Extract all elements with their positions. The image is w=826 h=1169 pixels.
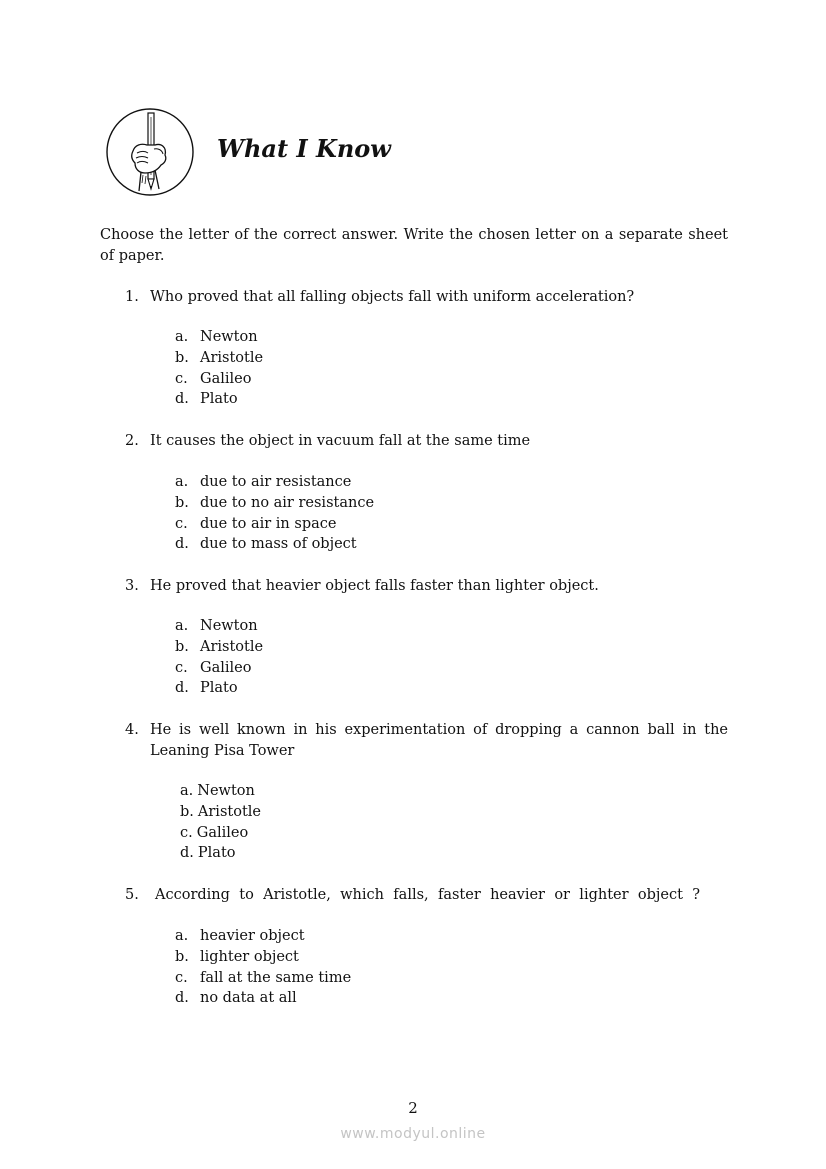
options-4 xyxy=(180,781,261,864)
option-d: d. no data at all xyxy=(175,990,297,1007)
hand-with-pencil-icon xyxy=(105,107,195,197)
question-text: According to Aristotle, which falls, faster heavier or lighter object ? xyxy=(155,887,700,903)
option-a: a. Newton xyxy=(180,783,255,799)
question-1 xyxy=(125,287,728,308)
question-4 xyxy=(125,720,728,761)
question-text: He proved that heavier object falls faster than lighter object. xyxy=(150,578,599,594)
question-text: He is well known in his experimentation of dropping a cannon ball in the Leaning Pisa Tower xyxy=(150,722,728,759)
option-b: b. Aristotle xyxy=(175,638,264,655)
question-3 xyxy=(125,576,728,597)
option-d: d. Plato xyxy=(175,391,238,408)
question-number: 5. xyxy=(125,887,139,903)
option-c: c. due to air in space xyxy=(175,515,337,532)
option-d: d. Plato xyxy=(175,680,238,697)
option-c: c. fall at the same time xyxy=(175,969,352,986)
question-number: 4. xyxy=(125,722,139,738)
options-2 xyxy=(175,472,374,555)
question-2 xyxy=(125,431,728,452)
option-a: a. due to air resistance xyxy=(175,474,352,490)
question-number: 3. xyxy=(125,578,139,594)
question-number: 2. xyxy=(125,433,139,449)
page-number: 2 xyxy=(408,1099,418,1117)
option-c: c. Galileo xyxy=(175,370,252,387)
option-d: d. Plato xyxy=(180,845,236,862)
question-number: 1. xyxy=(125,289,139,305)
option-b: b. lighter object xyxy=(175,948,299,965)
option-a: a. Newton xyxy=(175,618,258,634)
options-1 xyxy=(175,327,263,410)
option-c: c. Galileo xyxy=(175,659,252,676)
watermark: www.modyul.online xyxy=(340,1126,486,1142)
question-text: It causes the object in vacuum fall at the same time xyxy=(150,433,531,449)
question-5 xyxy=(125,885,700,906)
option-b: b. Aristotle xyxy=(180,803,261,820)
option-b: b. Aristotle xyxy=(175,349,264,366)
instructions-text: Choose the letter of the correct answer. Write the chosen letter on a separate sheet of paper. xyxy=(100,227,728,264)
option-b: b. due to no air resistance xyxy=(175,494,375,511)
option-a: a. heavier object xyxy=(175,928,305,944)
option-c: c. Galileo xyxy=(180,824,249,841)
question-text: Who proved that all falling objects fall with uniform acceleration? xyxy=(150,289,635,305)
section-title: What I Know xyxy=(217,134,391,163)
options-3 xyxy=(175,616,263,699)
options-5 xyxy=(175,926,351,1009)
option-d: d. due to mass of object xyxy=(175,536,357,553)
option-a: a. Newton xyxy=(175,329,258,345)
